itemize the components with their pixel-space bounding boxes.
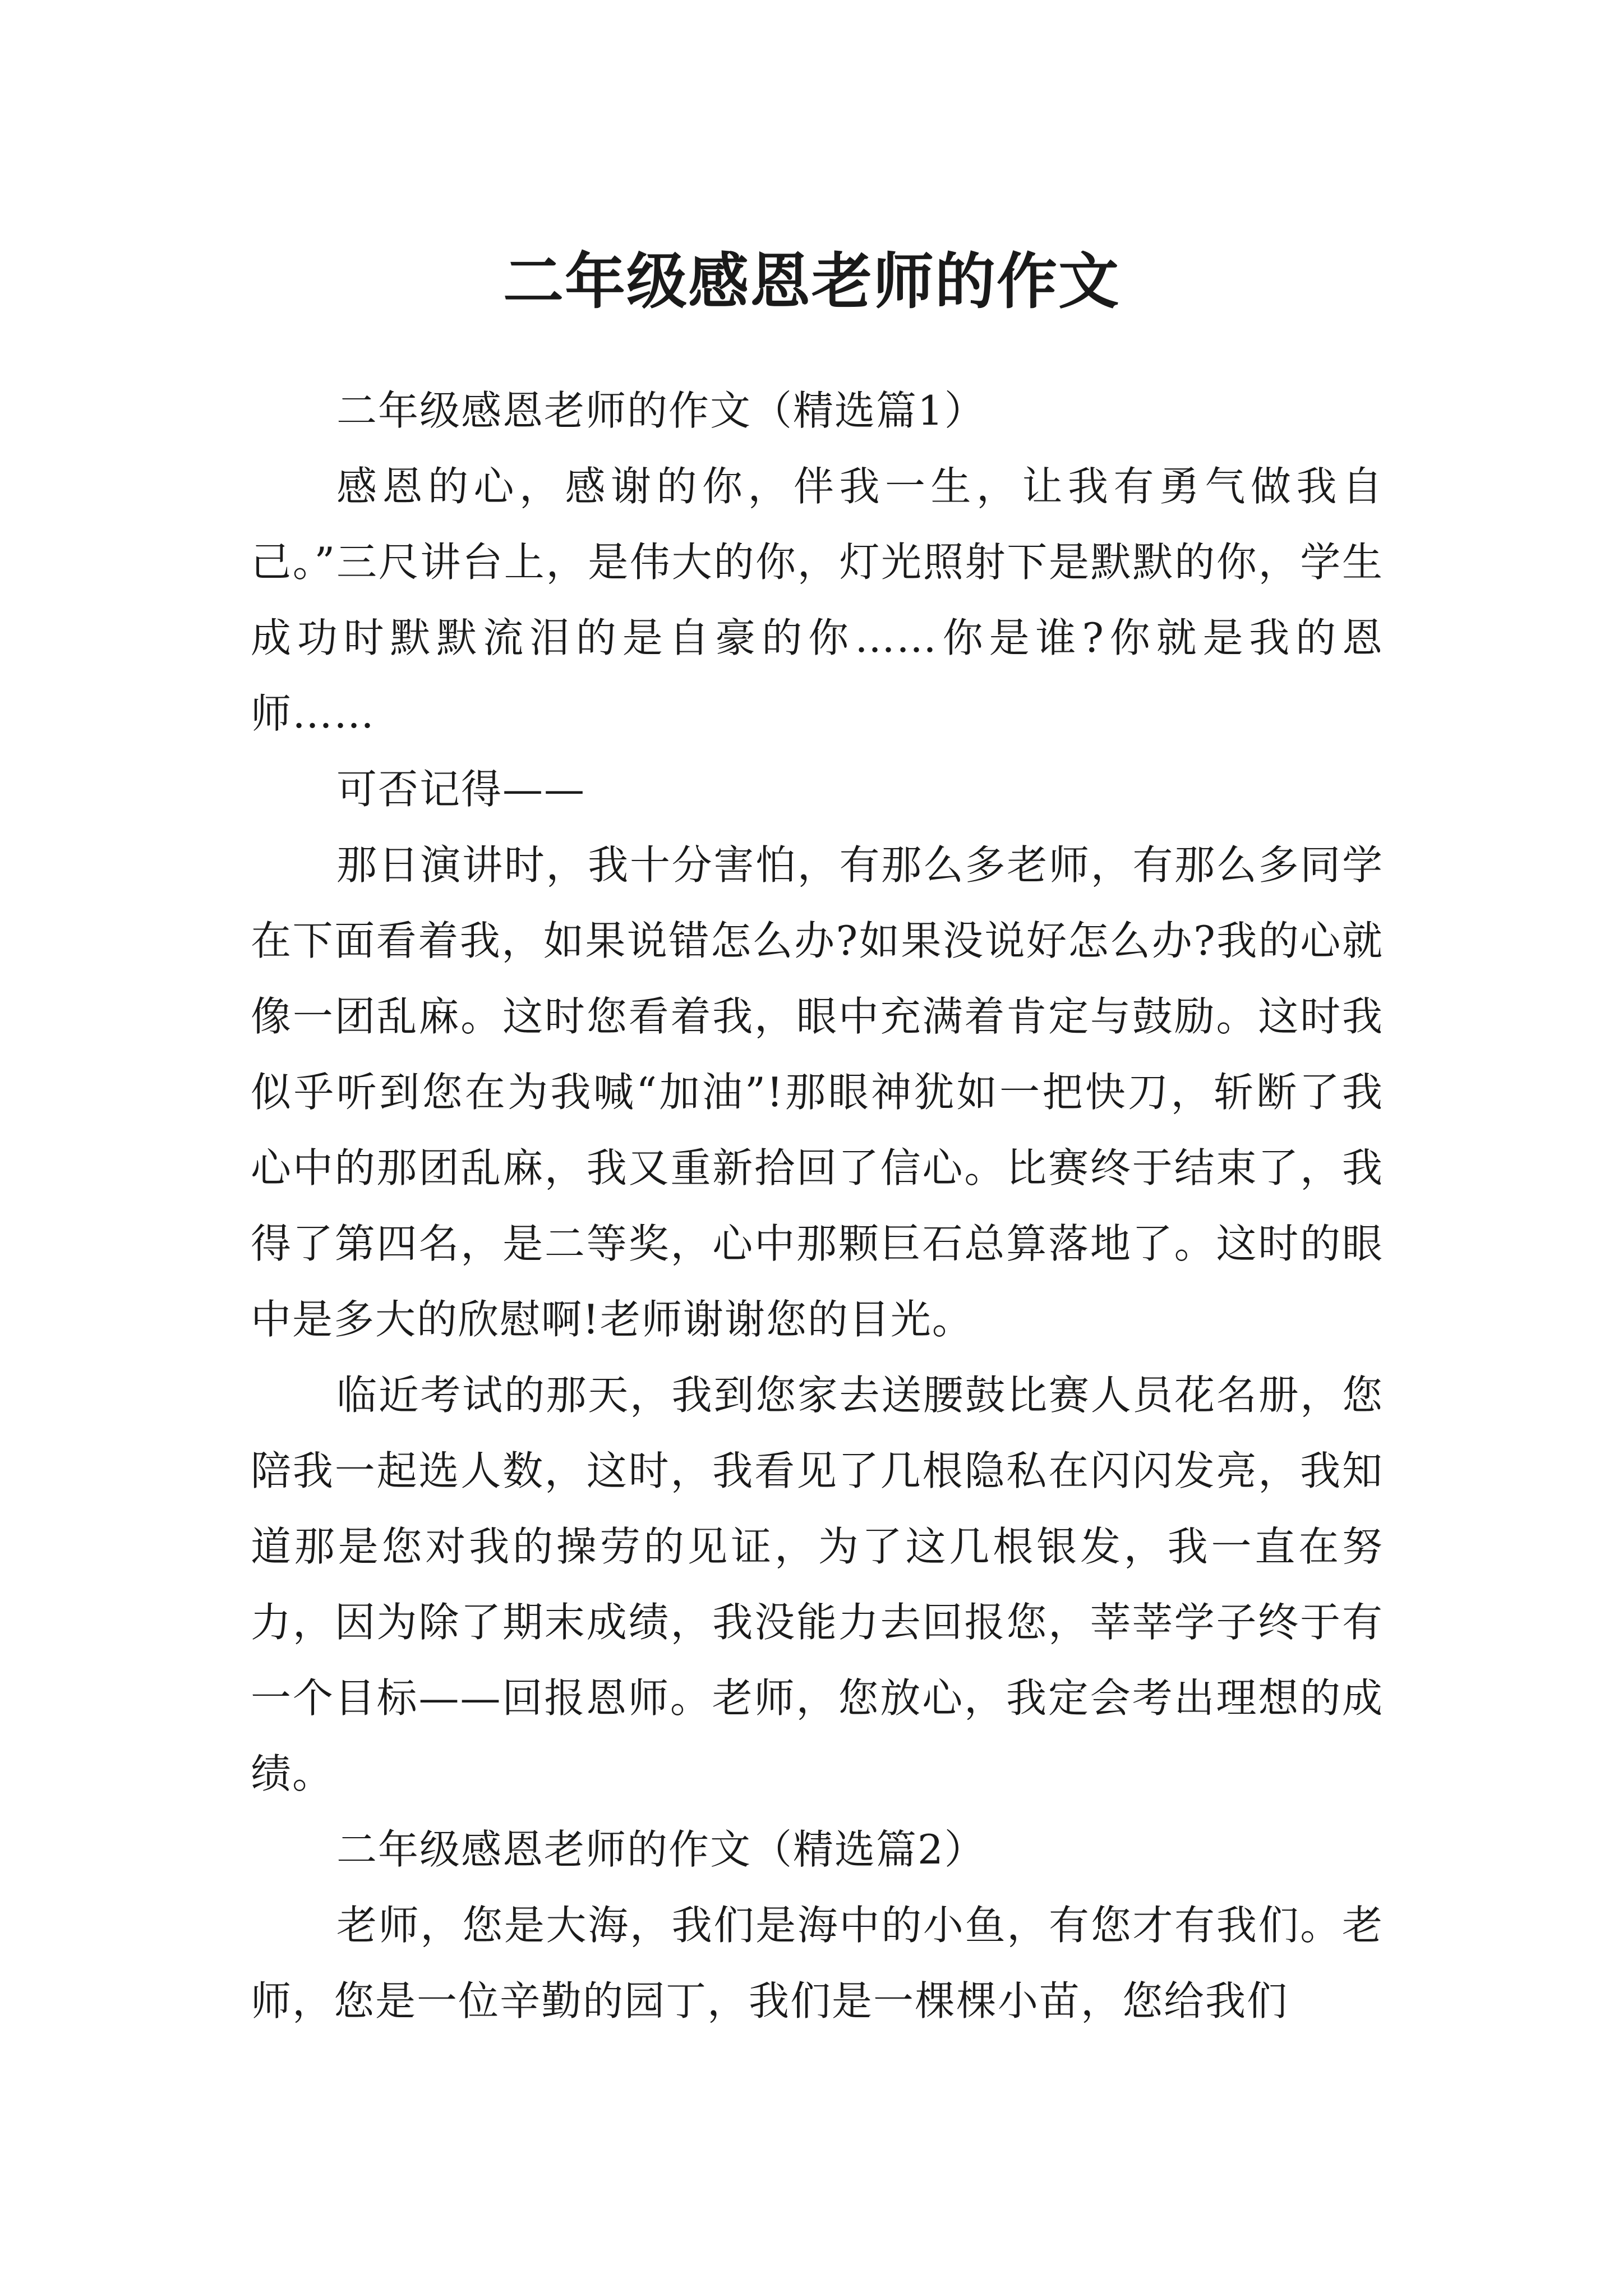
paragraph: 那日演讲时，我十分害怕，有那么多老师，有那么多同学在下面看着我，如果说错怎么办?如果没说好怎么办?我的心就像一团乱麻。这时您看着我，眼中充满着肯定与鼓励。这时我似乎听到您在为我喊“加油”!那眼神犹如一把快刀，斩断了我心中的那团乱麻，我又重新拾回了信心。比赛终于结束了，我得了第四名，是二等奖，心中那颗巨石总算落地了。这时的眼中是多大的欣慰啊!老师谢谢您的目光。	[251, 841, 1384, 1343]
paragraph: 老师，您是大海，我们是海中的小鱼，有您才有我们。老师，您是一位辛勤的园丁，我们是一棵棵小苗，您给我们	[251, 1902, 1384, 2024]
paragraph: 可否记得——	[336, 766, 586, 813]
section-heading-1: 二年级感恩老师的作文（精选篇1）	[336, 387, 986, 434]
document-body	[251, 373, 1384, 2039]
document-title: 二年级感恩老师的作文	[502, 246, 1120, 318]
paragraph: 感恩的心，感谢的你，伴我一生，让我有勇气做我自己。”三尺讲台上，是伟大的你，灯光照射下是默默的你，学生成功时默默流泪的是自豪的你……你是谁?你就是我的恩师……	[251, 463, 1384, 737]
paragraph: 临近考试的那天，我到您家去送腰鼓比赛人员花名册，您陪我一起选人数，这时，我看见了几根隐私在闪闪发亮，我知道那是您对我的操劳的见证，为了这几根银发，我一直在努力，因为除了期末成绩，我没能力去回报您，莘莘学子终于有一个目标——回报恩师。老师，您放心，我定会考出理想的成绩。	[251, 1372, 1384, 1797]
section-heading-2: 二年级感恩老师的作文（精选篇2）	[336, 1826, 986, 1873]
